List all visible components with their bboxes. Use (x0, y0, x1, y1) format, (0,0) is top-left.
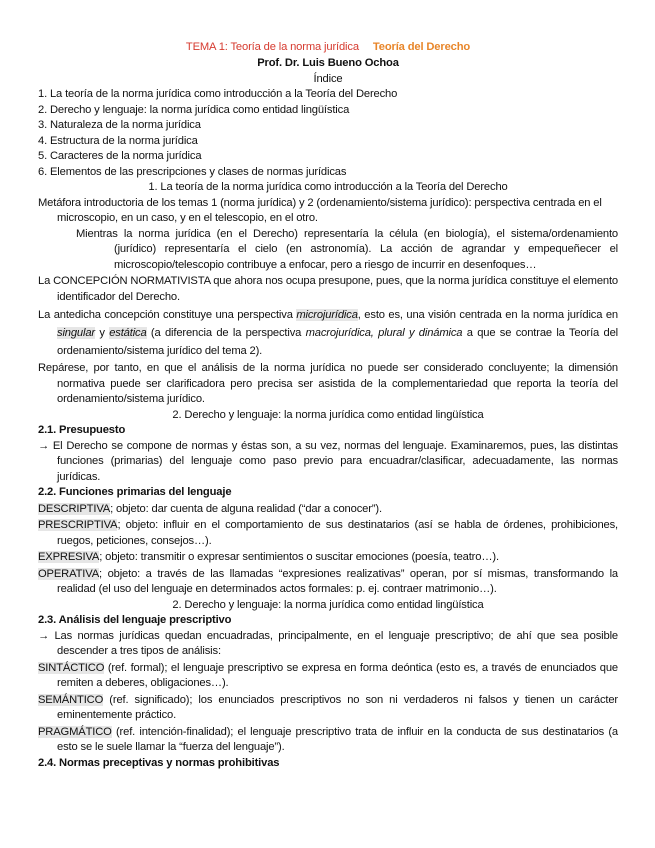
index-item: 4. Estructura de la norma jurídica (38, 134, 198, 147)
document-title (38, 40, 618, 56)
estatica-term: estática (109, 327, 147, 339)
section1-paragraph: La CONCEPCIÓN NORMATIVISTA que ahora nos ocupa presupone, pues, que la norma jurídica constituye el elemento identificador del Derecho. (38, 275, 618, 303)
analysis-term: PRAGMÁTICO (38, 725, 112, 738)
section2-heading-repeat: 2. Derecho y lenguaje: la norma jurídica como entidad lingüística (172, 598, 484, 611)
analysis-item: PRAGMÁTICO (ref. intención-finalidad); el lenguaje prescriptivo trata de influir en la conducta de sus destinatarios (a esto se le suele llamar la “fuerza del lenguaje”). (38, 725, 618, 753)
section2-heading: 2. Derecho y lenguaje: la norma jurídica como entidad lingüística (172, 408, 484, 421)
function-item: EXPRESIVA; objeto: transmitir o expresar sentimientos o suscitar emociones (poesía, teatro…). (38, 551, 499, 563)
function-term: OPERATIVA (38, 567, 100, 580)
microjuridica-term: microjurídica (296, 309, 358, 321)
index-item: 6. Elementos de las prescripciones y clases de normas jurídicas (38, 165, 347, 178)
index-item: 1. La teoría de la norma jurídica como introducción a la Teoría del Derecho (38, 88, 398, 100)
subsection-paragraph: → Las normas jurídicas quedan encuadradas, principalmente, en el lenguaje prescriptivo; de ahí que sea posible descender a tres tipos de análisis: (38, 629, 618, 657)
section1-paragraph: Metáfora introductoria de los temas 1 (norma jurídica) y 2 (ordenamiento/sistema jurídico): perspectiva centrada en el microscopio, en un caso, y en el telescopio, en el otro. (38, 196, 602, 224)
section1-paragraph: Mientras la norma jurídica (en el Derecho) representaría la célula (en biología), el sistema/ordenamiento (jurídico) representaría el cielo (en astronomía). La acción de agrandar y empequeñecer el microscopio/telescopio contribuye a enfocar, pero a riesgo de incurrir en desenfoques… (76, 227, 618, 271)
index-item: 3. Naturaleza de la norma jurídica (38, 119, 201, 131)
index-list (38, 87, 618, 180)
function-term: EXPRESIVA (38, 551, 100, 563)
document-page (38, 40, 618, 771)
index-item: 2. Derecho y lenguaje: la norma jurídica como entidad lingüística (38, 103, 350, 116)
section1-heading: 1. La teoría de la norma jurídica como introducción a la Teoría del Derecho (148, 181, 508, 193)
subsection-heading: 2.4. Normas preceptivas y normas prohibitivas (38, 756, 280, 769)
professor-name: Prof. Dr. Luis Bueno Ochoa (257, 57, 399, 69)
function-term: DESCRIPTIVA (38, 502, 111, 515)
subsection-heading: 2.1. Presupuesto (38, 424, 126, 436)
index-item: 5. Caracteres de la norma jurídica (38, 150, 202, 162)
analysis-item: SINTÁCTICO (ref. formal); el lenguaje prescriptivo se expresa en forma deóntica (esto es, a través de enunciados que remiten a deberes, obligaciones…). (38, 661, 618, 689)
function-term: PRESCRIPTIVA (38, 519, 118, 531)
section1-paragraph: Repárese, por tanto, en que el análisis de la norma jurídica no puede ser considerado concluyente; la dimensión normativa puede ser clarificadora pero precisa ser asistida de la complementariedad que reporta la teoría del ordenamiento/sistema jurídico. (38, 362, 618, 405)
section1-paragraph: La antedicha concepción constituye una perspectiva microjurídica, esto es, una visión centrada en la norma jurídica en singular y estática (a diferencia de la perspectiva macrojurídica, plural y dinámica a que se contrae la Teoría del ordenamiento/sistema jurídico del tema 2). (38, 309, 618, 357)
function-item: DESCRIPTIVA; objeto: dar cuenta de alguna realidad (“dar a conocer”). (38, 502, 382, 515)
tema-title: TEMA 1: Teoría de la norma jurídica (185, 41, 359, 53)
index-title: Índice (313, 72, 343, 85)
function-item: OPERATIVA; objeto: a través de las llamadas “expresiones realizativas” operan, por sí mismas, transformando la realidad (el uso del lenguaje en determinados actos formales: p. ej. contraer matrimonio…). (38, 567, 618, 595)
singular-term: singular (57, 327, 95, 339)
subsection-heading: 2.2. Funciones primarias del lenguaje (38, 486, 232, 498)
subsection-heading: 2.3. Análisis del lenguaje prescriptivo (38, 614, 232, 626)
analysis-term: SEMÁNTICO (38, 693, 104, 706)
subject-title: Teoría del Derecho (372, 41, 471, 53)
analysis-term: SINTÁCTICO (38, 661, 105, 674)
function-item: PRESCRIPTIVA; objeto: influir en el comportamiento de sus destinatarios (así se habla de órdenes, prohibiciones, ruegos, peticiones, consejos…). (38, 519, 618, 547)
macrojuridica-term: macrojurídica, plural y dinámica (305, 327, 463, 339)
analysis-item: SEMÁNTICO (ref. significado); los enunciados prescriptivos no son ni verdaderos ni falsos y tienen un carácter eminentemente práctico. (38, 693, 618, 721)
subsection-paragraph: → El Derecho se compone de normas y éstas son, a su vez, normas del lenguaje. Examinaremos, pues, las distintas funciones (primarias) del lenguaje como paso previo para encuadrar/clasificar, adecuadamente, las normas jurídicas. (38, 439, 618, 483)
